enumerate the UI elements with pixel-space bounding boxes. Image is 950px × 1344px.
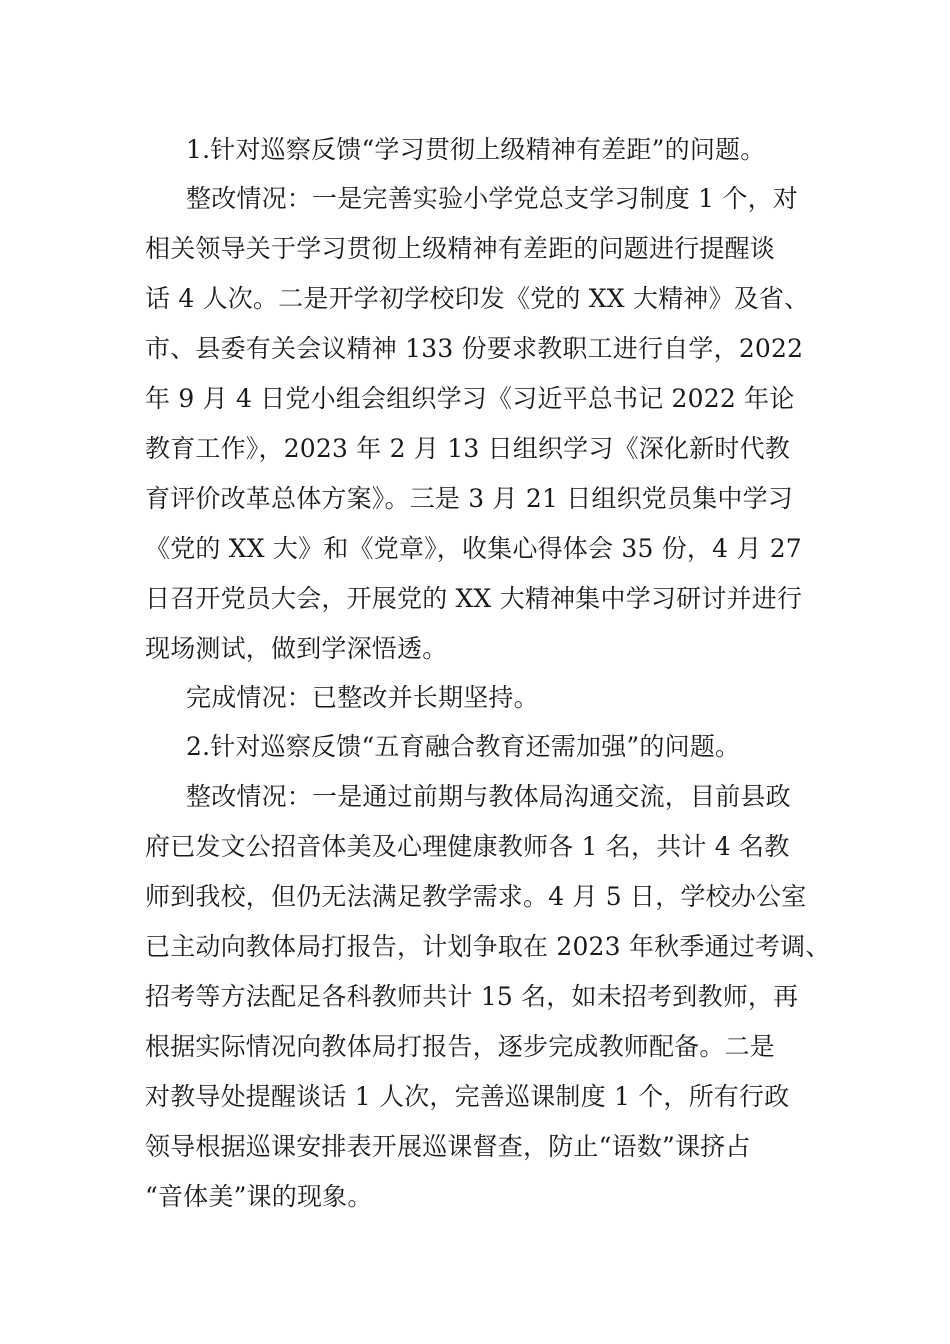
paragraph-line: 市、县委有关会议精神 133 份要求教职工进行自学，2022 [145,334,804,363]
paragraph-line: 年 9 月 4 日党小组会组织学习《习近平总书记 2022 年论 [145,384,795,413]
paragraph-line: 整改情况：一是完善实验小学党总支学习制度 1 个，对 [186,184,799,213]
paragraph-line: 相关领导关于学习贯彻上级精神有差距的问题进行提醒谈 [145,234,776,263]
paragraph-line: 日召开党员大会，开展党的 XX 大精神集中学习研讨并进行 [145,584,803,613]
paragraph-line: 话 4 人次。二是开学初学校印发《党的 XX 大精神》及省、 [145,284,810,313]
paragraph-line: 现场测试，做到学深悟透。 [145,634,448,663]
paragraph-line: 根据实际情况向教体局打报告，逐步完成教师配备。二是 [145,1032,776,1061]
heading-item-1: 1.针对巡察反馈“学习贯彻上级精神有差距”的问题。 [186,135,766,164]
paragraph-line: 《党的 XX 大》和《党章》，收集心得体会 35 份，4 月 27 [145,534,802,563]
heading-item-2: 2.针对巡察反馈“五育融合教育还需加强”的问题。 [186,732,741,761]
paragraph-line: 已主动向教体局打报告，计划争取在 2023 年秋季通过考调、 [145,932,831,961]
paragraph-line: 教育工作》，2023 年 2 月 13 日组织学习《深化新时代教 [145,434,790,463]
paragraph-line: 对教导处提醒谈话 1 人次，完善巡课制度 1 个，所有行政 [145,1082,790,1111]
paragraph-line: 整改情况：一是通过前期与教体局沟通交流，目前县政 [186,782,791,811]
completion-status: 完成情况：已整改并长期坚持。 [186,683,539,712]
paragraph-line: 师到我校，但仍无法满足教学需求。4 月 5 日，学校办公室 [145,882,807,911]
paragraph-line: “音体美”课的现象。 [145,1182,373,1211]
paragraph-line: 招考等方法配足各科教师共计 15 名，如未招考到教师，再 [145,982,799,1011]
paragraph-line: 领导根据巡课安排表开展巡课督查，防止“语数”课挤占 [145,1132,751,1161]
paragraph-line: 育评价改革总体方案》。三是 3 月 21 日组织党员集中学习 [145,484,794,513]
paragraph-line: 府已发文公招音体美及心理健康教师各 1 名，共计 4 名教 [145,832,790,861]
